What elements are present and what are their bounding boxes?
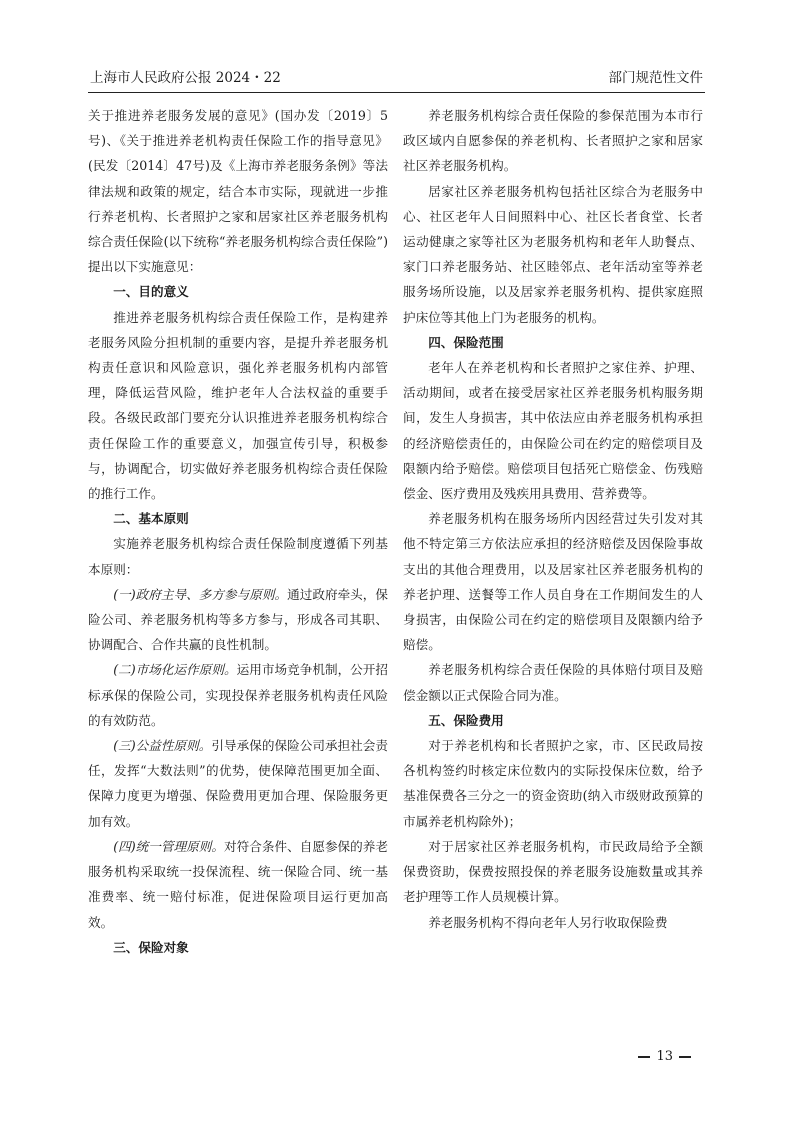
- paragraph: [88, 582, 388, 658]
- paragraph: [88, 834, 388, 935]
- section-heading: 二、基本原则: [113, 511, 189, 527]
- paragraph: 养老服务机构综合责任保险的具体赔付项目及赔偿金额以正式保险合同为准。: [403, 662, 703, 703]
- paragraph: 养老服务机构在服务场所内因经营过失引发对其他不特定第三方依法应承担的经济赔偿及因保险事故支出的其他合理费用，以及居家社区养老服务机构的养老护理、送餐等工作人员自身在工作期间发生的人身损害，由保险公司在约定的赔偿项目及限额内给予赔偿。: [403, 511, 703, 653]
- section-heading: 四、保险范围: [428, 334, 504, 350]
- paragraph: 实施养老服务机构综合责任保险制度遵循下列基本原则：: [88, 536, 388, 577]
- section-heading: 三、保险对象: [113, 939, 189, 955]
- footer-dash-right: [679, 1056, 691, 1058]
- principle-text: 运用市场竞争机制，公开招标承保的保险公司，实现投保养老服务机构责任风险的有效防范。: [88, 662, 388, 728]
- principle-label: (一)政府主导、多方参与原则。: [113, 586, 288, 602]
- principle-text: 通过政府牵头，保险公司、养老服务机构等多方参与，形成各司其职、协调配合、合作共赢的良性机制。: [88, 586, 388, 653]
- right-column: [403, 103, 703, 935]
- paragraph: 居家社区养老服务机构包括社区综合为老服务中心、社区老年人日间照料中心、社区长者食堂、长者运动健康之家等社区为老服务机构和老年人助餐点、家门口养老服务站、社区睦邻点、老年活动室等养老服务场所设施，以及居家养老服务机构、提供家庭照护床位等其他上门为老服务的机构。: [403, 183, 703, 325]
- page-number: 13: [656, 1049, 673, 1064]
- publication-title: 上海市人民政府公报 2024・22: [90, 70, 281, 86]
- paragraph: 养老服务机构不得向老年人另行收取保险费: [428, 914, 668, 930]
- paragraph: 对于养老机构和长者照护之家，市、区民政局按各机构签约时核定床位数内的实际投保床位数，给予基准保费各三分之一的资金资助(纳入市级财政预算的市属养老机构除外)；: [403, 738, 703, 829]
- section-title: 部门规范性文件: [608, 70, 703, 86]
- paragraph: 养老服务机构综合责任保险的参保范围为本市行政区域内自愿参保的养老机构、长者照护之家和居家社区养老服务机构。: [403, 108, 703, 174]
- page-header: [88, 66, 705, 88]
- principle-text: 对符合条件、自愿参保的养老服务机构采取统一投保流程、统一保险合同、统一基准费率、统一赔付标准，促进保险项目运行更加高效。: [88, 838, 388, 930]
- header-divider: [88, 92, 705, 93]
- principle-text: 引导承保的保险公司承担社会责任，发挥“大数法则”的优势，使保障范围更加全面、保障力度更为增强、保险费用更加合理、保险服务更加有效。: [88, 738, 388, 829]
- paragraph: 对于居家社区养老服务机构，市民政局给予全额保费资助，保费按照投保的养老服务设施数量或其养老护理等工作人员规模计算。: [403, 838, 703, 905]
- paragraph: 关于推进养老服务发展的意见》(国办发〔2019〕5号)、《关于推进养老机构责任保险工作的指导意见》(民发〔2014〕47号)及《上海市养老服务条例》等法律法规和政策的规定，结合本市实际，现就进一步推行养老机构、长者照护之家和居家社区养老服务机构综合责任保险(以下统称“养老服务机构综合责任保险”)提出以下实施意见：: [88, 108, 388, 275]
- page-footer: [632, 1049, 697, 1064]
- principle-label: (四)统一管理原则。: [113, 838, 224, 854]
- principle-label: (二)市场化运作原则。: [113, 662, 237, 678]
- paragraph: [88, 657, 388, 733]
- paragraph: [88, 733, 388, 834]
- paragraph: 老年人在养老机构和长者照护之家住养、护理、活动期间，或者在接受居家社区养老服务机构服务期间，发生人身损害，其中依法应由养老服务机构承担的经济赔偿责任的，由保险公司在约定的赔偿项目及限额内给予赔偿。赔偿项目包括死亡赔偿金、伤残赔偿金、医疗费用及残疾用具费用、营养费等。: [403, 360, 703, 502]
- principle-label: (三)公益性原则。: [113, 738, 212, 754]
- footer-dash-left: [638, 1056, 650, 1058]
- section-heading: 五、保险费用: [428, 712, 504, 728]
- paragraph: 推进养老服务机构综合责任保险工作，是构建养老服务风险分担机制的重要内容，是提升养老服务机构责任意识和风险意识，强化养老服务机构内部管理，降低运营风险，维护老年人合法权益的重要手段。各级民政部门要充分认识推进养老服务机构综合责任保险工作的重要意义，加强宣传引导，积极参与，协调配合，切实做好养老服务机构综合责任保险的推行工作。: [88, 309, 388, 502]
- section-heading: 一、目的意义: [113, 284, 189, 300]
- left-column: [88, 103, 388, 960]
